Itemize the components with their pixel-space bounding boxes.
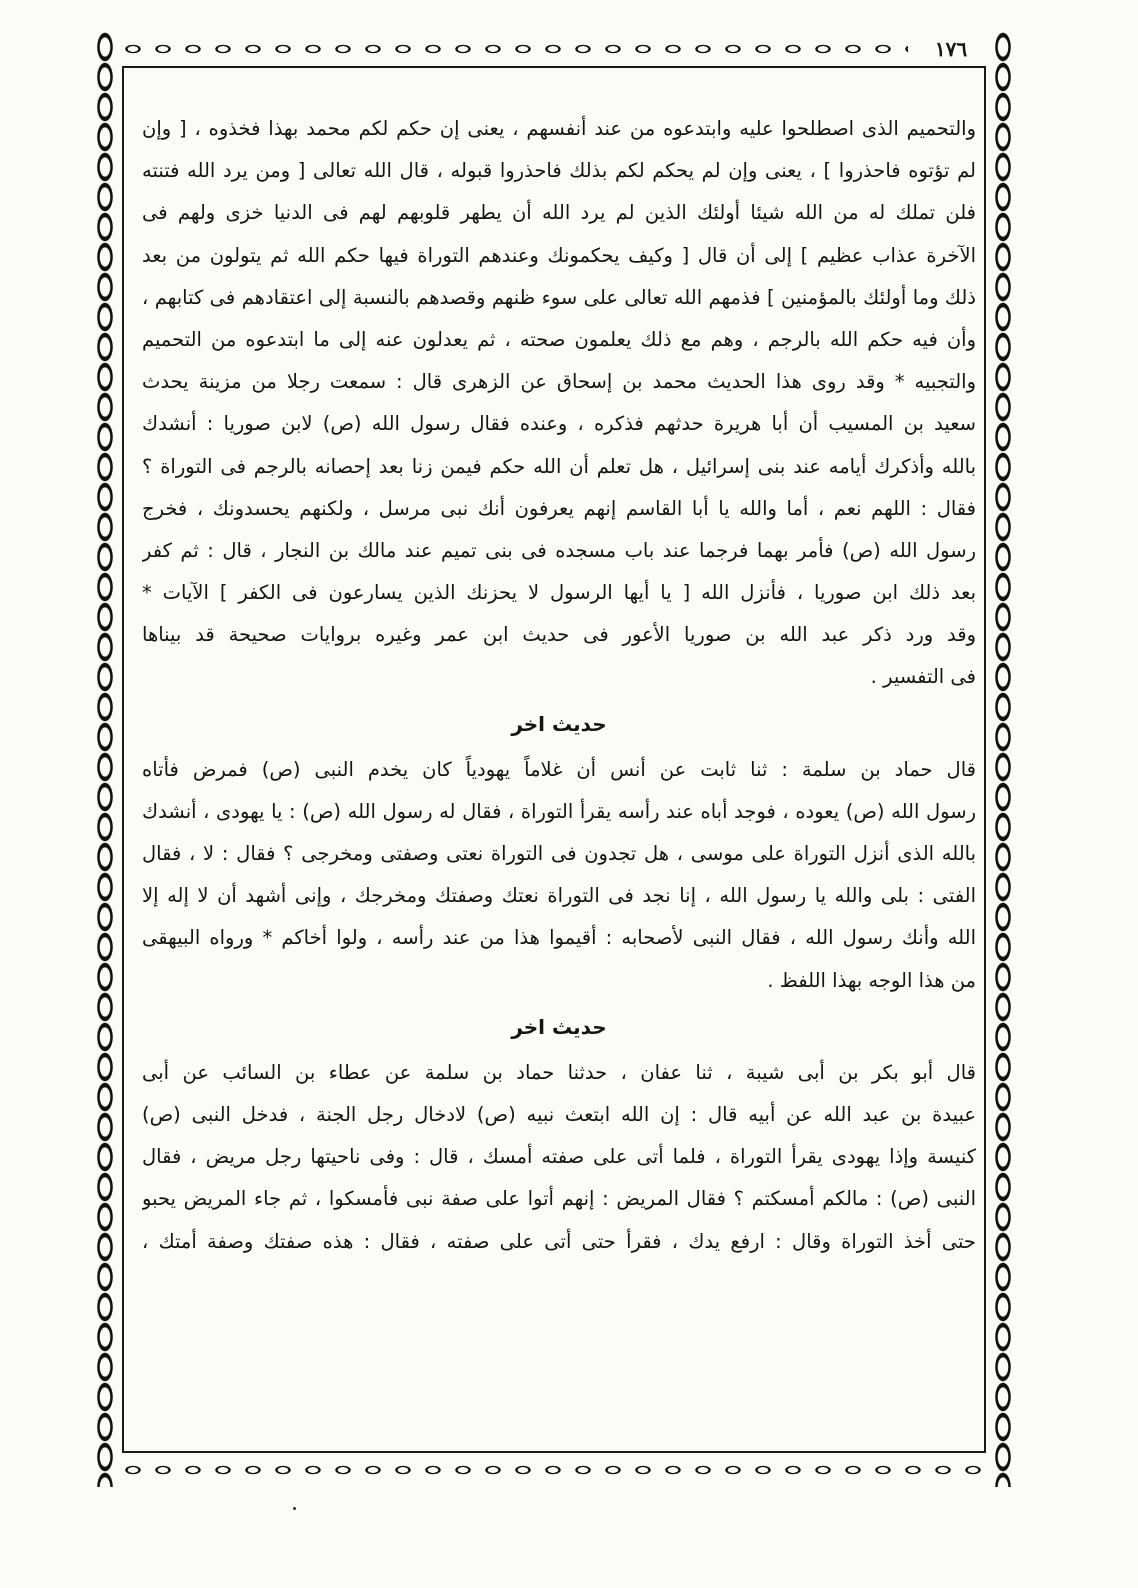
text-line: سعيد بن المسيب أن أبا هريرة حدثهم فذكره ، وعنده فقال رسول الله (ص) لابن صوريا : أنشدك [142,412,976,436]
section-heading-1: حديث اخر [511,711,607,736]
text-line: قال أبو بكر بن أبى شيبة ، ثنا عفان ، حدثنا حماد بن سلمة عن عطاء بن السائب عن أبى [142,1060,976,1084]
text-block-3 [142,1052,976,1263]
text-line: بالله الذى أنزل التوراة على موسى ، هل تجدون فى التوراة نعتى وصفتى ومخرجى ؟ فقال : لا ، فقال [142,842,976,865]
section-heading-2: حديث اخر [511,1014,607,1039]
border-right [986,32,1020,1487]
text-line: ذلك وما أولئك بالمؤمنين ] فذمهم الله تعالى على سوء ظنهم وقصدهم بالنسبة إلى اعتقادهم فى كتابهم ، [142,285,976,309]
text-line: فلن تملك له من الله شيئا أولئك الذين لم يرد الله أن يطهر قلوبهم لهم فى الدنيا خزى ولهم فى [142,201,976,225]
text-line: فقال : اللهم نعم ، أما والله يا أبا القاسم إنهم يعرفون أنك نبى مرسل ، ولكنهم يحسدونك ، فخرج [142,496,976,520]
text-line: الآخرة عذاب عظيم ] إلى أن قال [ وكيف يحكمونك وعندهم التوراة فيها حكم الله ثم يتولون من بعد [142,243,976,267]
border-bottom [88,1453,1020,1487]
text-line: والتحميم الذى اصطلحوا عليه وابتدعوه من عند أنفسهم ، يعنى إن حكم لكم محمد بهذا فخذوه ، [ وإن [142,117,976,140]
text-line: عبيدة بن عبد الله عن أبيه قال : إن الله ابتعث نبيه (ص) لادخال رجل الجنة ، فدخل النبى (ص) [142,1102,976,1126]
text-line: فى التفسير . [870,665,976,689]
border-top [88,32,1020,66]
text-line: بعد ذلك ابن صوريا ، فأنزل الله [ يا أيها الرسول لا يحزنك الذين يسارعون فى الكفر ] الآيات * [142,581,976,605]
page-number: ١٧٦ [908,34,994,64]
text-line: الله وأنك رسول الله ، فقال النبى لأصحابه : أقيموا هذا من عند رأسه ، ولوا أخاكم * ورواه البيهقى [142,926,976,950]
text-line: رسول الله (ص) فأمر بهما فرجما عند باب مسجده فى بنى تميم عند مالك بن النجار ، قال : ثم كفر [142,538,976,562]
text-line: النبى (ص) : مالكم أمسكتم ؟ فقال المريض : إنهم أتوا على صفة نبى فأمسكوا ، ثم جاء المريض يحبو [142,1187,976,1211]
text-line: الفتى : بلى والله يا رسول الله ، إنا نجد فى التوراة نعتك وصفتك ومخرجك ، وإنى أشهد أن لا إله إلا [142,884,976,908]
text-line: من هذا الوجه بهذا اللفظ . [767,968,976,992]
text-line: بالله وأذكرك أيامه عند بنى إسرائيل ، هل تعلم أن الله حكم فيمن زنا بعد إحصانه بالرجم فى التوراة ؟ [142,454,976,478]
print-speck [293,1507,296,1510]
text-line: قال حماد بن سلمة : ثنا ثابت عن أنس أن غلاماً يهودياً كان يخدم النبى (ص) فمرض فأتاه [142,757,976,781]
text-line: لم تؤتوه فاحذروا ] ، يعنى وإن لم يحكم لكم بذلك فاحذروا قبوله ، قال الله تعالى [ ومن يرد الله فتنته [142,159,976,183]
text-line: رسول الله (ص) يعوده ، فوجد أباه عند رأسه يقرأ التوراة ، فقال له رسول الله (ص) : يا يهودى ، أنشدك [142,799,976,823]
page-body [142,108,976,1263]
text-block-1 [142,108,976,699]
text-line: وأن فيه حكم الله بالرجم ، وهم مع ذلك يعلمون صحته ، ثم يعدلون عنه إلى ما ابتدعوه من التحميم [142,327,976,351]
text-line: حتى أخذ التوراة وقال : ارفع يدك ، فقرأ حتى أتى على صفته ، فقال : هذه صفتك وصفة أمتك ، [142,1229,976,1253]
text-line: كنيسة وإذا يهودى يقرأ التوراة ، فلما أتى على صفته أمسك ، قال : وفى ناحيتها رجل مريض ، فقال [142,1145,976,1169]
text-line: والتجبيه * وقد روى هذا الحديث محمد بن إسحاق عن الزهرى قال : سمعت رجلا من مزينة يحدث [142,370,976,394]
text-line: وقد ورد ذكر عبد الله بن صوريا الأعور فى حديث ابن عمر وغيره بروايات صحيحة قد بيناها [142,623,976,647]
text-block-2 [142,749,976,1002]
border-left [88,32,122,1487]
